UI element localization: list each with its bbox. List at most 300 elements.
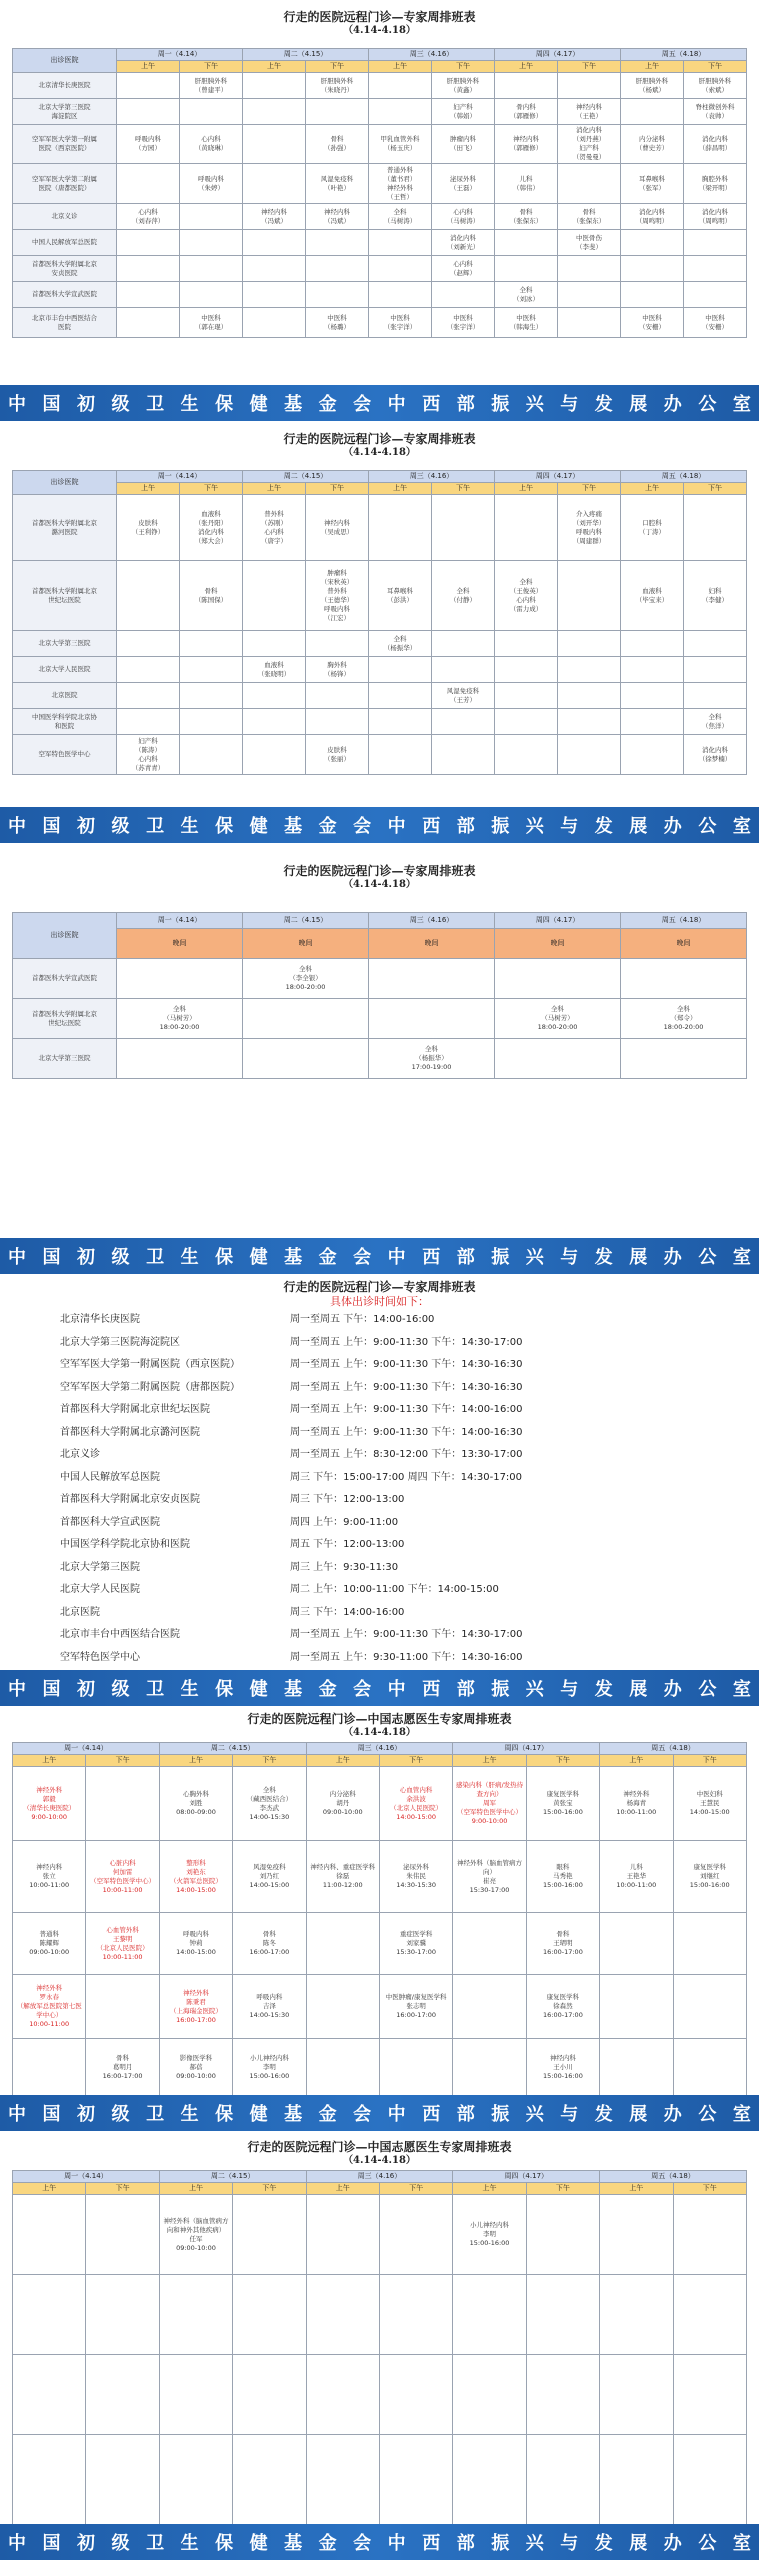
- hours-text: 周五 下午：12:00-13:00: [290, 1539, 405, 1550]
- schedule-cell: [379, 2435, 452, 2525]
- schedule-cell: [369, 999, 495, 1039]
- table-row: [13, 2435, 747, 2525]
- table-row: [13, 256, 747, 282]
- header-row-days: [13, 913, 747, 929]
- schedule-cell: [379, 2355, 452, 2435]
- hours-row: [60, 1354, 700, 1377]
- banner-text: 中 国 初 级 卫 生 保 健 基 金 会 中 西 部 振 兴 与 发 展 办 公 室: [8, 2533, 751, 2554]
- header-row-ampm: [13, 483, 747, 495]
- schedule-cell: 整形科 刘艳东 （火箭军总医院） 14:00-15:00: [159, 1841, 232, 1913]
- hours-row: [60, 1377, 700, 1400]
- schedule-cell: 肿瘤科 （宋秋英） 普外科 （王德华） 呼吸内科 （江宏）: [306, 561, 369, 631]
- schedule-cell: 重症医学科 刘家骥 15:30-17:00: [379, 1913, 452, 1975]
- schedule-cell: 口腔科 （丁涛）: [621, 495, 684, 561]
- schedule-cell: 呼吸内科 （朱婷）: [180, 164, 243, 204]
- schedule-cell: [684, 256, 747, 282]
- schedule-cell: 肝胆胰外科 （黄鑫）: [432, 73, 495, 99]
- schedule-cell: 耳鼻喉科 （彭洪）: [369, 561, 432, 631]
- hours-row: [60, 1602, 700, 1625]
- schedule-cell: [526, 2275, 599, 2355]
- table-row: [13, 282, 747, 308]
- pm-header: 下午: [306, 483, 369, 495]
- day-header: 周五（4.18）: [600, 2171, 747, 2183]
- schedule-cell: [684, 683, 747, 709]
- schedule-cell: 心内科 （赵辉）: [432, 256, 495, 282]
- schedule-cell: [243, 164, 306, 204]
- am-header: 上午: [495, 483, 558, 495]
- schedule-cell: [243, 230, 306, 256]
- table-row: [13, 2039, 747, 2097]
- hospital-name: 北京大学人民医院: [60, 1584, 140, 1595]
- table-row: [13, 164, 747, 204]
- evening-header: 晚间: [117, 929, 243, 959]
- schedule-cell: [243, 73, 306, 99]
- schedule-cell: 妇产科 （陈涛） 心内科 （苏青青）: [117, 735, 180, 775]
- schedule-cell: 血液科 （毕宝来）: [621, 561, 684, 631]
- am-header: 上午: [453, 1755, 526, 1767]
- schedule-cell: 血液科 （张晓明）: [243, 657, 306, 683]
- table-row: [13, 204, 747, 230]
- table-row: [13, 2355, 747, 2435]
- schedule-cell: 全科 （郑令） 18:00-20:00: [621, 999, 747, 1039]
- schedule-cell: [684, 282, 747, 308]
- schedule-cell: [13, 2039, 86, 2097]
- schedule-cell: [117, 282, 180, 308]
- schedule-cell: [600, 2039, 673, 2097]
- schedule-cell: [432, 495, 495, 561]
- banner-5: [0, 2095, 759, 2131]
- header-row-days: [13, 49, 747, 61]
- schedule-cell: [600, 2195, 673, 2275]
- schedule-cell: [432, 735, 495, 775]
- pm-header: 下午: [526, 1755, 599, 1767]
- schedule-cell: [495, 1039, 621, 1079]
- schedule-cell: [379, 2195, 452, 2275]
- schedule-cell: [306, 230, 369, 256]
- schedule-title: 行走的医院远程门诊—中国志愿医生专家周排班表: [247, 2140, 512, 2154]
- schedule-cell: [558, 308, 621, 338]
- pm-header: 下午: [180, 483, 243, 495]
- table-row: [13, 1841, 747, 1913]
- schedule-cell: [495, 959, 621, 999]
- schedule-cell: 风湿免疫科 （王芳）: [432, 683, 495, 709]
- schedule-cell: 心血管内科 余洪波 （北京人民医院） 14:00-15:00: [379, 1767, 452, 1841]
- schedule-cell: [369, 73, 432, 99]
- hours-text: 周二 上午：10:00-11:00 下午：14:00-15:00: [290, 1584, 499, 1595]
- schedule-cell: [621, 683, 684, 709]
- schedule-cell: [86, 1767, 159, 1841]
- schedule-subtitle: （4.14-4.18）: [343, 447, 416, 458]
- table-row: [13, 683, 747, 709]
- day-header: 周二（4.15）: [243, 471, 369, 483]
- schedule-cell: 心内科 （刘春萍）: [117, 204, 180, 230]
- schedule-cell: 皮肤科 （张丽）: [306, 735, 369, 775]
- table-row: [13, 1913, 747, 1975]
- schedule-cell: 全科 （杨振华）: [369, 631, 432, 657]
- pm-header: 下午: [558, 483, 621, 495]
- table-row: [13, 1767, 747, 1841]
- hours-row: [60, 1534, 700, 1557]
- hours-text: 周一至周五 上午：9:00-11:30 下午：14:30-17:00: [290, 1336, 523, 1348]
- hours-text: 周一至周五 上午：9:30-11:00 下午：14:30-16:00: [290, 1651, 523, 1663]
- schedule-cell: [369, 959, 495, 999]
- schedule-cell: 神经外科 罗永春 （解放军总医院第七医学中心） 10:00-11:00: [13, 1975, 86, 2039]
- hospital-name: 北京大学人民医院: [13, 657, 117, 683]
- schedule-cell: [684, 495, 747, 561]
- schedule-cell: [117, 73, 180, 99]
- schedule-cell: [117, 561, 180, 631]
- schedule-cell: [306, 1913, 379, 1975]
- table-row: [13, 735, 747, 775]
- schedule-cell: [117, 657, 180, 683]
- schedule-cell: [306, 631, 369, 657]
- schedule-cell: 康复医学科 刘继红 15:00-16:00: [673, 1841, 746, 1913]
- schedule-cell: 呼吸内科 钟莉 14:00-15:00: [159, 1913, 232, 1975]
- hospital-name: 北京义诊: [13, 204, 117, 230]
- schedule-cell: [180, 256, 243, 282]
- schedule-cell: 神经内科 （王艳）: [558, 99, 621, 125]
- hours-text: 周一至周五 上午：8:30-12:00 下午：13:30-17:00: [290, 1449, 523, 1460]
- hours-text: 周一至周五 上午：9:00-11:30 下午：14:30-16:30: [290, 1359, 523, 1370]
- hospital-name: 中国人民解放军总医院: [13, 230, 117, 256]
- schedule-cell: 神经内科 （冯斌）: [243, 204, 306, 230]
- schedule-cell: [243, 1039, 369, 1079]
- schedule-cell: [86, 2195, 159, 2275]
- header-row-ampm: [13, 2183, 747, 2195]
- table-row: [13, 2195, 747, 2275]
- schedule-cell: [117, 1039, 243, 1079]
- hospital-name: 中国医学科学院北京协和医院: [60, 1539, 190, 1550]
- schedule-cell: 神经内科 （冯斌）: [306, 204, 369, 230]
- schedule-cell: 骨科 陈冬 16:00-17:00: [233, 1913, 306, 1975]
- schedule-cell: [159, 2355, 232, 2435]
- banner-6: [0, 2524, 759, 2560]
- day-header: 周五（4.18）: [600, 1743, 747, 1755]
- schedule-cell: 血液科 （张丹阳） 消化内科 （郑大会）: [180, 495, 243, 561]
- schedule-cell: 康复医学科 徐森然 16:00-17:00: [526, 1975, 599, 2039]
- schedule-cell: [558, 709, 621, 735]
- schedule-cell: 小儿神经内科 李明 15:00-16:00: [453, 2195, 526, 2275]
- pm-header: 下午: [306, 61, 369, 73]
- schedule-cell: [558, 282, 621, 308]
- banner-text: 中 国 初 级 卫 生 保 健 基 金 会 中 西 部 振 兴 与 发 展 办 公 室: [8, 1247, 751, 1268]
- day-header: 周一（4.14）: [117, 471, 243, 483]
- schedule-cell: [558, 561, 621, 631]
- corner-label: 出诊医院: [13, 471, 117, 495]
- banner-4: [0, 1670, 759, 1706]
- schedule-cell: [379, 2039, 452, 2097]
- schedule-cell: 骨科 （张保东）: [558, 204, 621, 230]
- schedule-cell: 中医科 （张宇洋）: [369, 308, 432, 338]
- day-header: 周三（4.16）: [369, 49, 495, 61]
- schedule-cell: [673, 2435, 746, 2525]
- schedule-cell: 胸外科 （杨锋）: [306, 657, 369, 683]
- schedule-cell: [558, 657, 621, 683]
- schedule-cell: [621, 631, 684, 657]
- schedule-cell: [306, 2275, 379, 2355]
- schedule-cell: 甲乳血管外科 （杨玉庆）: [369, 125, 432, 164]
- schedule-cell: [453, 2039, 526, 2097]
- schedule-cell: 消化内科 （徐梦楠）: [684, 735, 747, 775]
- evening-header: 晚间: [369, 929, 495, 959]
- schedule-cell: [453, 1913, 526, 1975]
- schedule-cell: [621, 230, 684, 256]
- schedule-cell: [495, 735, 558, 775]
- hours-text: 周三 下午：14:00-16:00: [290, 1606, 405, 1618]
- hours-text: 周三 下午：15:00-17:00 周四 下午：14:30-17:00: [290, 1471, 523, 1483]
- am-header: 上午: [600, 1755, 673, 1767]
- day-header: 周五（4.18）: [621, 49, 747, 61]
- schedule-cell: [379, 2275, 452, 2355]
- schedule-cell: [13, 2355, 86, 2435]
- hours-text: 周一至周五 上午：9:00-11:30 下午：14:00-16:30: [290, 1426, 523, 1438]
- schedule-cell: 全科 （付静）: [432, 561, 495, 631]
- schedule-cell: 中医科 （安栅）: [621, 308, 684, 338]
- day-header: 周三（4.16）: [369, 471, 495, 483]
- hours-text: 周一至周五 上午：9:00-11:30 下午：14:30-17:00: [290, 1629, 523, 1640]
- schedule-cell: [558, 631, 621, 657]
- table-row: [13, 99, 747, 125]
- hours-row: [60, 1512, 700, 1535]
- day-header: 周四（4.17）: [495, 471, 621, 483]
- schedule-cell: [621, 709, 684, 735]
- schedule-cell: [369, 683, 432, 709]
- schedule-cell: [117, 230, 180, 256]
- pm-header: 下午: [379, 2183, 452, 2195]
- schedule-cell: 骨科 （张保东）: [495, 204, 558, 230]
- schedule-cell: 神经内科 王小川 15:00-16:00: [526, 2039, 599, 2097]
- schedule-cell: 消化内科 （周鸣明）: [621, 204, 684, 230]
- hours-row: [60, 1624, 700, 1647]
- schedule-cell: [369, 230, 432, 256]
- schedule-cell: 泌尿外科 朱伟民 14:30-15:30: [379, 1841, 452, 1913]
- am-header: 上午: [621, 61, 684, 73]
- day-header: 周二（4.15）: [243, 913, 369, 929]
- banner-2: [0, 807, 759, 843]
- hours-text: 周一至周五 下午：14:00-16:00: [290, 1314, 435, 1325]
- schedule-cell: 全科 （杨振华） 17:00-19:00: [369, 1039, 495, 1079]
- schedule-table-6: [12, 2170, 747, 2525]
- schedule-cell: 神经内科、重症医学科 徐磊 11:00-12:00: [306, 1841, 379, 1913]
- hospital-name: 北京市丰台中西医结合医院: [60, 1629, 180, 1640]
- schedule-cell: 妇科 （李健）: [684, 561, 747, 631]
- schedule-cell: [243, 561, 306, 631]
- schedule-cell: [495, 256, 558, 282]
- schedule-cell: 神经内科 （郭雁修）: [495, 125, 558, 164]
- hours-row: [60, 1557, 700, 1580]
- day-header: 周一（4.14）: [13, 2171, 160, 2183]
- pm-header: 下午: [86, 1755, 159, 1767]
- schedule-cell: [621, 256, 684, 282]
- day-header: 周三（4.16）: [369, 913, 495, 929]
- schedule-section-2: [0, 432, 759, 459]
- schedule-cell: [621, 1039, 747, 1079]
- schedule-cell: 骨内科 （郭雁修）: [495, 99, 558, 125]
- schedule-cell: [233, 2435, 306, 2525]
- am-header: 上午: [600, 2183, 673, 2195]
- schedule-cell: 风湿免疫科 （叶艳）: [306, 164, 369, 204]
- schedule-cell: 神经外科 陈秉君 （上海瑞金医院） 16:00-17:00: [159, 1975, 232, 2039]
- schedule-cell: [233, 2275, 306, 2355]
- hospital-name: 首都医科大学附属北京世纪坛医院: [60, 1404, 210, 1415]
- schedule-cell: 骨科 （陈国保）: [180, 561, 243, 631]
- schedule-cell: 康复医学科 黄张宝 15:00-16:00: [526, 1767, 599, 1841]
- schedule-cell: [600, 1975, 673, 2039]
- am-header: 上午: [621, 483, 684, 495]
- pm-header: 下午: [558, 61, 621, 73]
- schedule-cell: 泌尿外科 （王磊）: [432, 164, 495, 204]
- hospital-name: 北京大学第三医院: [60, 1561, 140, 1573]
- schedule-cell: 眼科 马秀艳 15:00-16:00: [526, 1841, 599, 1913]
- day-header: 周四（4.17）: [495, 49, 621, 61]
- schedule-cell: 普通科 陈耀辉 09:00-10:00: [13, 1913, 86, 1975]
- hospital-name: 首都医科大学宣武医院: [13, 282, 117, 308]
- schedule-cell: [159, 2275, 232, 2355]
- day-header: 周四（4.17）: [495, 913, 621, 929]
- pm-header: 下午: [684, 61, 747, 73]
- schedule-cell: [495, 709, 558, 735]
- banner-3: [0, 1238, 759, 1274]
- day-header: 周五（4.18）: [621, 913, 747, 929]
- hospital-name: 空军特色医学中心: [60, 1651, 140, 1663]
- am-header: 上午: [13, 1755, 86, 1767]
- hospital-name: 空军特色医学中心: [13, 735, 117, 775]
- schedule-cell: 全科 （焦洋）: [684, 709, 747, 735]
- schedule-cell: [526, 2355, 599, 2435]
- day-header: 周三（4.16）: [306, 1743, 453, 1755]
- hours-row: [60, 1647, 700, 1670]
- schedule-cell: 内分泌科 胡丹 09:00-10:00: [306, 1767, 379, 1841]
- schedule-section-3: [0, 864, 759, 891]
- schedule-cell: [243, 683, 306, 709]
- hospital-name: 北京清华长庚医院: [13, 73, 117, 99]
- hospital-name: 首都医科大学宣武医院: [13, 959, 117, 999]
- schedule-cell: [180, 282, 243, 308]
- schedule-cell: 中医科 （杨璐）: [306, 308, 369, 338]
- schedule-cell: [558, 73, 621, 99]
- schedule-cell: [243, 256, 306, 282]
- schedule-subtitle: （4.14-4.18）: [343, 2155, 416, 2166]
- schedule-cell: 小儿神经内科 李明 15:00-16:00: [233, 2039, 306, 2097]
- hours-row: [60, 1422, 700, 1445]
- schedule-cell: [306, 709, 369, 735]
- banner-text: 中 国 初 级 卫 生 保 健 基 金 会 中 西 部 振 兴 与 发 展 办 公 室: [8, 2104, 751, 2125]
- day-header: 周四（4.17）: [453, 1743, 600, 1755]
- schedule-title: 行走的医院远程门诊—专家周排班表: [283, 432, 476, 446]
- schedule-cell: 肿瘤内科 （田飞）: [432, 125, 495, 164]
- schedule-cell: [306, 2435, 379, 2525]
- schedule-cell: [673, 2195, 746, 2275]
- schedule-cell: [495, 657, 558, 683]
- hospital-name: 空军军医大学第二附属 医院（唐都医院）: [13, 164, 117, 204]
- schedule-cell: [306, 2195, 379, 2275]
- schedule-cell: [673, 2355, 746, 2435]
- schedule-cell: 心脏内科 何加雷 （空军特色医学中心） 10:00-11:00: [86, 1841, 159, 1913]
- hours-row: [60, 1309, 700, 1332]
- hours-text: 周三 下午：12:00-13:00: [290, 1494, 405, 1505]
- schedule-cell: 消化内科 （刘丹燕） 妇产科 （贺曼曼）: [558, 125, 621, 164]
- schedule-cell: [369, 657, 432, 683]
- schedule-cell: [600, 2355, 673, 2435]
- hours-row: [60, 1489, 700, 1512]
- schedule-cell: [13, 2275, 86, 2355]
- schedule-cell: [180, 204, 243, 230]
- evening-header: 晚间: [621, 929, 747, 959]
- pm-header: 下午: [86, 2183, 159, 2195]
- schedule-cell: [233, 2195, 306, 2275]
- schedule-cell: 中医肿瘤/康复医学科 张志明 16:00-17:00: [379, 1975, 452, 2039]
- schedule-cell: [243, 308, 306, 338]
- am-header: 上午: [159, 1755, 232, 1767]
- schedule-cell: [117, 683, 180, 709]
- schedule-cell: [558, 735, 621, 775]
- table-row: [13, 1039, 747, 1079]
- schedule-cell: [684, 631, 747, 657]
- schedule-cell: [243, 125, 306, 164]
- schedule-cell: [453, 2435, 526, 2525]
- header-row-days: [13, 1743, 747, 1755]
- schedule-cell: [673, 1913, 746, 1975]
- schedule-cell: [13, 2195, 86, 2275]
- corner-label: 出诊医院: [13, 913, 117, 959]
- schedule-cell: [558, 164, 621, 204]
- schedule-cell: 肝胆胰外科 （曾建平）: [180, 73, 243, 99]
- schedule-cell: 骨科 王珺明 16:00-17:00: [526, 1913, 599, 1975]
- schedule-cell: [453, 2355, 526, 2435]
- am-header: 上午: [495, 61, 558, 73]
- hospital-name: 首都医科大学附属北京 世纪坛医院: [13, 561, 117, 631]
- hospital-name: 空军军医大学第一附属 医院（西京医院）: [13, 125, 117, 164]
- day-header: 周二（4.15）: [159, 2171, 306, 2183]
- schedule-cell: 心血管外科 王黎明 （北京人民医院） 10:00-11:00: [86, 1913, 159, 1975]
- schedule-cell: [86, 2435, 159, 2525]
- schedule-cell: 全科 （王俊英） 心内科 （雷力成）: [495, 561, 558, 631]
- day-header: 周三（4.16）: [306, 2171, 453, 2183]
- hospital-name: 北京清华长庚医院: [60, 1314, 140, 1325]
- schedule-cell: [117, 99, 180, 125]
- schedule-cell: [306, 2355, 379, 2435]
- schedule-cell: [432, 709, 495, 735]
- schedule-cell: [86, 2355, 159, 2435]
- schedule-cell: 肝胆胰外科 （索斌）: [684, 73, 747, 99]
- day-header: 周二（4.15）: [243, 49, 369, 61]
- schedule-cell: 耳鼻喉科 （张军）: [621, 164, 684, 204]
- schedule-cell: 介入疼痛 （刘开华） 呼吸内科 （周建群）: [558, 495, 621, 561]
- schedule-cell: 全科 （藏西医结合） 李杰武 14:00-15:30: [233, 1767, 306, 1841]
- banner-text: 中 国 初 级 卫 生 保 健 基 金 会 中 西 部 振 兴 与 发 展 办 公 室: [8, 1679, 751, 1700]
- pm-header: 下午: [673, 2183, 746, 2195]
- schedule-cell: [621, 99, 684, 125]
- schedule-cell: [558, 683, 621, 709]
- evening-header: 晚间: [495, 929, 621, 959]
- day-header: 周五（4.18）: [621, 471, 747, 483]
- hospital-name: 空军军医大学第一附属医院（西京医院）: [60, 1359, 240, 1370]
- schedule-cell: 普外科 （苏刚） 心内科 （唐宇）: [243, 495, 306, 561]
- schedule-cell: [306, 1975, 379, 2039]
- schedule-cell: 中医科 （韩海生）: [495, 308, 558, 338]
- schedule-cell: [306, 282, 369, 308]
- schedule-section-6: [0, 2140, 759, 2167]
- hospital-name: 首都医科大学附属北京 安贞医院: [13, 256, 117, 282]
- schedule-cell: [180, 230, 243, 256]
- schedule-cell: [621, 735, 684, 775]
- schedule-cell: [673, 2039, 746, 2097]
- schedule-cell: [13, 2435, 86, 2525]
- corner-label: 出诊医院: [13, 49, 117, 73]
- schedule-cell: [243, 282, 306, 308]
- day-header: 周一（4.14）: [117, 913, 243, 929]
- schedule-cell: [453, 2275, 526, 2355]
